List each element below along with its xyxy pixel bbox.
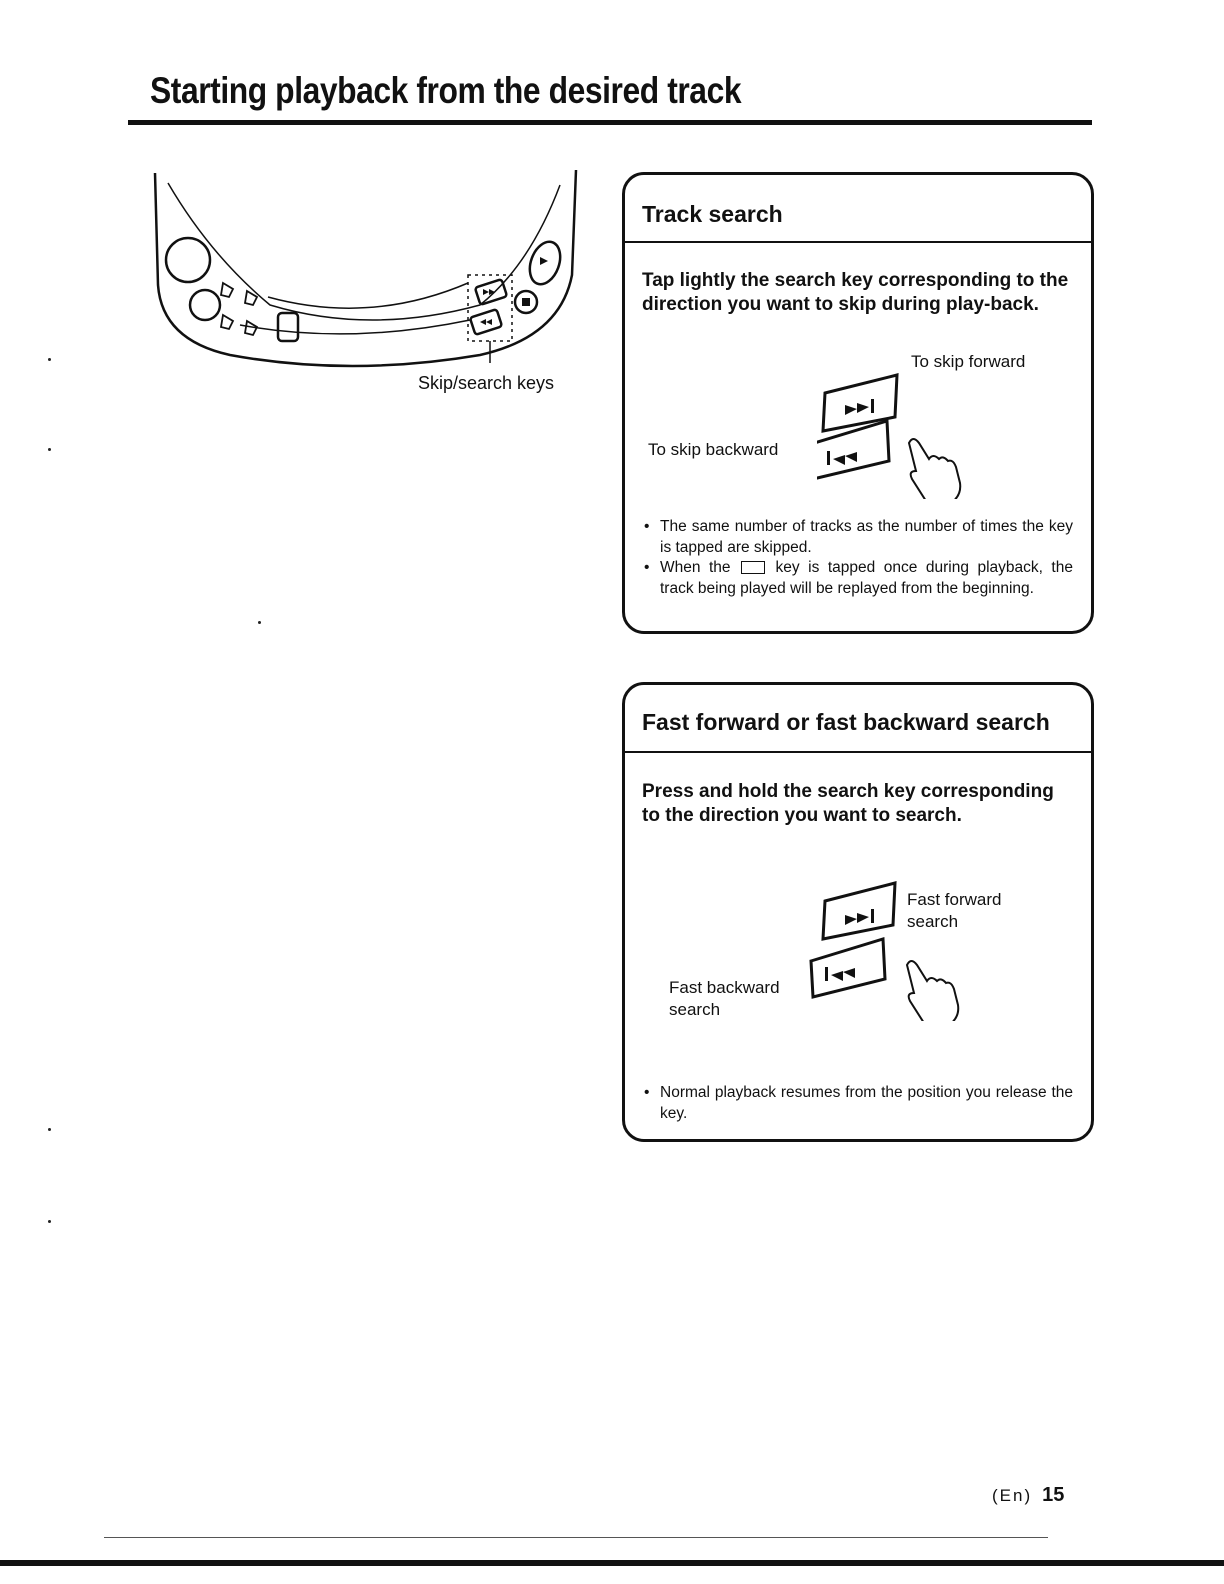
page-title: Starting playback from the desired track xyxy=(150,70,742,111)
device-outer-shell xyxy=(155,170,576,366)
fast-forward-label: Fast forward search xyxy=(907,890,1002,931)
skip-forward-label: To skip forward xyxy=(911,352,1026,371)
fast-search-heading: Fast forward or fast backward search xyxy=(642,709,1050,735)
display-window xyxy=(278,313,298,341)
mode-button xyxy=(221,283,233,297)
fast-backward-key-icon xyxy=(811,939,885,997)
footer-rule xyxy=(104,1537,1048,1538)
page-number xyxy=(992,1484,1064,1507)
scan-speck xyxy=(48,358,51,361)
track-search-instruction: Tap lightly the search key corresponding to the direction you want to skip during play-back. xyxy=(642,270,1069,315)
scan-speck xyxy=(258,621,261,624)
language-code: (En) xyxy=(992,1486,1033,1505)
jog-button-large xyxy=(166,238,210,282)
fast-forward-key-icon xyxy=(823,883,895,939)
track-search-notes xyxy=(642,517,1073,599)
fast-search-note: • Normal playback resumes from the position you release the key. xyxy=(642,1083,1073,1124)
fast-search-instruction: Press and hold the search key corresponding to the direction you want to search. xyxy=(642,781,1054,826)
track-search-panel xyxy=(622,172,1094,634)
track-search-note: • The same number of tracks as the number of times the key is tapped are skipped. xyxy=(642,517,1073,558)
backward-key-inline-icon xyxy=(741,561,765,574)
finger-pointer-icon xyxy=(909,439,960,499)
fast-search-panel xyxy=(622,682,1094,1142)
track-search-key-graphic xyxy=(817,369,997,499)
scan-speck xyxy=(48,448,51,451)
cd-player-illustration xyxy=(150,165,590,385)
scan-speck xyxy=(48,1128,51,1131)
fast-backward-label: Fast backward search xyxy=(669,978,780,1019)
track-search-note: • When the key is tapped once during playback, the track being played will be replayed from the beginning. xyxy=(642,558,1073,599)
device-lid-curve xyxy=(268,283,468,308)
finger-pointer-icon xyxy=(907,961,958,1021)
fast-search-header xyxy=(625,685,1091,753)
footer-bar xyxy=(0,1560,1224,1566)
track-search-header xyxy=(625,175,1091,243)
fast-search-notes xyxy=(642,1083,1073,1124)
page-number-value: 15 xyxy=(1042,1484,1065,1506)
skip-backward-label: To skip backward xyxy=(648,440,779,459)
title-rule xyxy=(128,120,1092,125)
track-search-heading: Track search xyxy=(642,201,783,227)
scan-speck xyxy=(48,1220,51,1223)
jog-button-small xyxy=(190,290,220,320)
skip-search-keys-caption: Skip/search keys xyxy=(418,373,555,393)
